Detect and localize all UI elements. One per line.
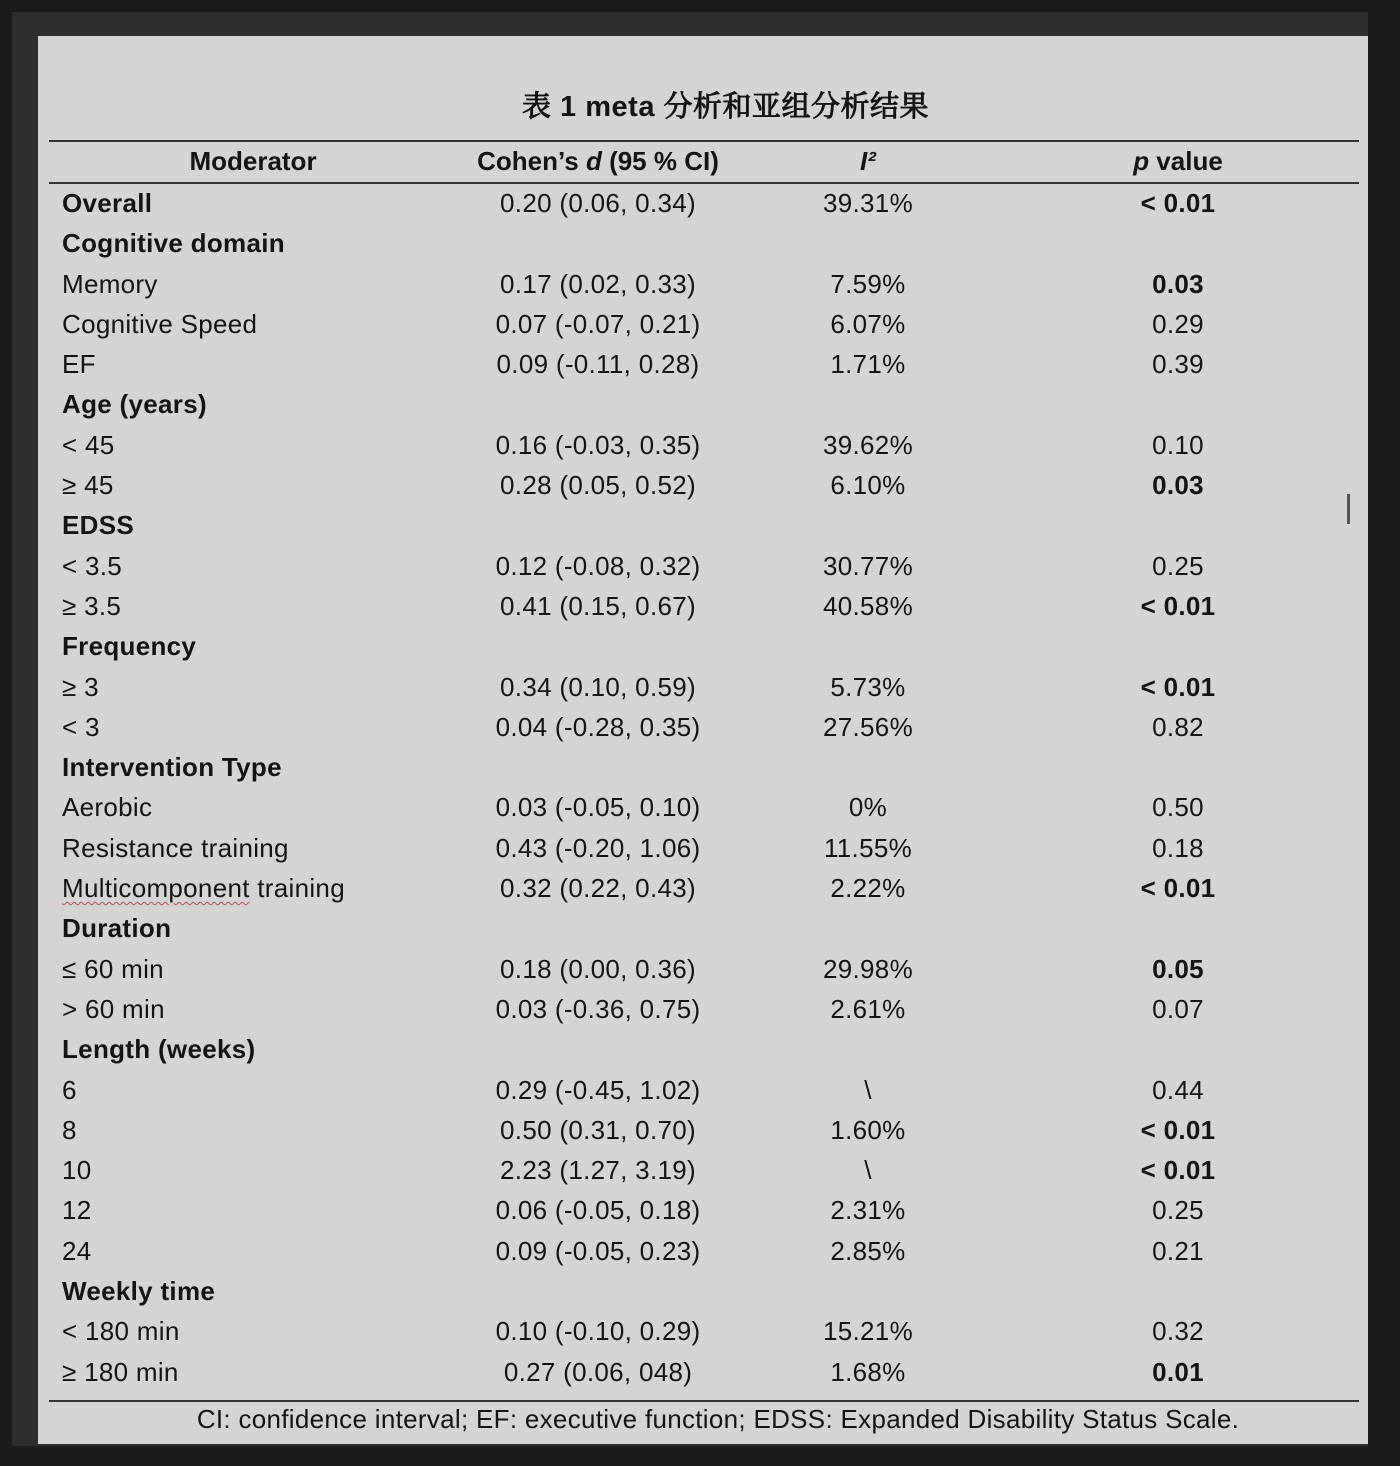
cohens-d-cell: 0.03 (-0.05, 0.10)	[495, 792, 701, 823]
moderator-label: ≥ 3.5	[62, 590, 122, 621]
p-value-cell: 0.21	[1152, 1235, 1204, 1266]
i2-cell: 15.21%	[823, 1316, 913, 1347]
i2-cell: 30.77%	[823, 550, 913, 581]
table-body	[38, 182, 1368, 1391]
i2-cell: 0%	[848, 792, 888, 823]
table-row	[38, 343, 1368, 383]
table-panel	[38, 36, 1368, 1444]
p-value-cell: 0.44	[1152, 1074, 1204, 1105]
p-value-cell: < 0.01	[1140, 671, 1216, 702]
header-p-value	[1098, 146, 1258, 177]
i2-cell: 1.68%	[830, 1356, 906, 1387]
group-label: Duration	[62, 913, 172, 944]
moderator-label: < 180 min	[62, 1316, 180, 1347]
p-value-cell: 0.82	[1152, 711, 1204, 742]
group-header-row	[38, 383, 1368, 423]
table-title: 表 1 meta 分析和亚组分析结果	[522, 91, 929, 123]
p-value-cell: 0.32	[1152, 1316, 1204, 1347]
moderator-label: 10	[62, 1155, 92, 1186]
moderator-label: Multicomponent training	[62, 873, 345, 904]
cohens-d-cell: 2.23 (1.27, 3.19)	[500, 1155, 696, 1186]
cohens-d-cell: 0.29 (-0.45, 1.02)	[495, 1074, 701, 1105]
cohens-d-cell: 0.34 (0.10, 0.59)	[500, 671, 696, 702]
p-value-cell: 0.18	[1152, 832, 1204, 863]
i2-cell: 11.55%	[823, 832, 913, 863]
header-cohens-d-symbol: d	[585, 146, 602, 176]
table-row	[38, 1149, 1368, 1189]
cohens-d-cell: 0.12 (-0.08, 0.32)	[495, 550, 701, 581]
header-cohens-d	[458, 146, 738, 177]
cohens-d-cell: 0.16 (-0.03, 0.35)	[495, 429, 701, 460]
moderator-label: 6	[62, 1074, 77, 1105]
group-header-row	[38, 182, 1368, 222]
group-header-row	[38, 504, 1368, 544]
p-value-cell: 0.29	[1152, 308, 1204, 339]
moderator-label: 12	[62, 1195, 92, 1226]
group-label: Frequency	[62, 631, 197, 662]
i2-cell: 2.85%	[830, 1235, 906, 1266]
header-i2-label: I²	[860, 146, 876, 176]
table-row	[38, 827, 1368, 867]
cohens-d-cell: 0.09 (-0.05, 0.23)	[495, 1235, 701, 1266]
cohens-d-cell: 0.20 (0.06, 0.34)	[500, 188, 696, 218]
table-row	[38, 303, 1368, 343]
group-label: Age (years)	[62, 389, 207, 420]
cohens-d-cell: 0.04 (-0.28, 0.35)	[495, 711, 701, 742]
i2-cell: 40.58%	[823, 590, 913, 621]
header-cohens-d-suffix: (95 % CI)	[601, 146, 719, 176]
table-footnote: CI: confidence interval; EF: executive function; EDSS: Expanded Disability Status Scale.	[196, 1404, 1240, 1434]
cohens-d-cell: 0.27 (0.06, 048)	[503, 1356, 693, 1387]
i2-cell: 1.71%	[830, 349, 906, 380]
i2-cell: 2.22%	[830, 873, 906, 904]
group-label: Cognitive domain	[62, 228, 285, 259]
table-header	[38, 140, 1368, 182]
table-row	[38, 948, 1368, 988]
cohens-d-cell: 0.07 (-0.07, 0.21)	[495, 308, 701, 339]
cohens-d-cell: 0.03 (-0.36, 0.75)	[495, 993, 701, 1024]
group-header-row	[38, 625, 1368, 665]
i2-cell: 27.56%	[823, 711, 913, 742]
p-value-cell: 0.07	[1152, 993, 1204, 1024]
group-header-row	[38, 222, 1368, 262]
p-value-cell: 0.03	[1152, 470, 1204, 501]
window-frame	[12, 12, 1368, 1446]
moderator-label: Resistance training	[62, 832, 289, 863]
cohens-d-cell: 0.50 (0.31, 0.70)	[500, 1114, 696, 1145]
p-value-cell: < 0.01	[1140, 188, 1216, 218]
p-value-cell: 0.01	[1152, 1356, 1204, 1387]
table-row	[38, 706, 1368, 746]
p-value-cell: < 0.01	[1140, 873, 1216, 904]
group-label: EDSS	[62, 510, 135, 541]
header-p-symbol: p	[1133, 146, 1150, 176]
i2-cell: 39.62%	[823, 429, 913, 460]
cohens-d-cell: 0.32 (0.22, 0.43)	[500, 873, 696, 904]
group-header-row	[38, 746, 1368, 786]
table-row	[38, 1230, 1368, 1270]
table-row	[38, 263, 1368, 303]
group-label: Weekly time	[62, 1276, 216, 1307]
i2-cell: 29.98%	[823, 953, 913, 984]
header-p-suffix: value	[1149, 146, 1223, 176]
i2-cell: \	[864, 1074, 872, 1105]
moderator-label: EF	[62, 349, 96, 380]
table-row	[38, 464, 1368, 504]
moderator-label: 8	[62, 1114, 77, 1145]
group-header-row	[38, 1028, 1368, 1068]
p-value-cell: 0.39	[1152, 349, 1204, 380]
p-value-cell: < 0.01	[1140, 590, 1216, 621]
i2-cell: 7.59%	[830, 268, 906, 299]
group-label: Intervention Type	[62, 752, 282, 783]
moderator-label: ≥ 180 min	[62, 1356, 179, 1387]
i2-cell: 5.73%	[830, 671, 906, 702]
table-row	[38, 786, 1368, 826]
p-value-cell: < 0.01	[1140, 1114, 1216, 1145]
p-value-cell: 0.03	[1152, 268, 1204, 299]
header-cohens-d-prefix: Cohen’s	[477, 146, 586, 176]
table-row	[38, 666, 1368, 706]
group-header-row	[38, 1270, 1368, 1310]
moderator-label: Aerobic	[62, 792, 153, 823]
table-row	[38, 1351, 1368, 1391]
cohens-d-cell: 0.18 (0.00, 0.36)	[500, 953, 696, 984]
moderator-label: ≤ 60 min	[62, 953, 164, 984]
group-header-row	[38, 907, 1368, 947]
header-moderator: Moderator	[189, 146, 317, 176]
bottom-rule	[49, 1400, 1359, 1402]
p-value-cell: 0.25	[1152, 550, 1204, 581]
p-value-cell: 0.05	[1152, 953, 1204, 984]
i2-cell: 2.31%	[830, 1195, 906, 1226]
moderator-label: Memory	[62, 268, 158, 299]
p-value-cell: 0.50	[1152, 792, 1204, 823]
table-row	[38, 867, 1368, 907]
header-i2	[828, 146, 908, 177]
i2-cell: 39.31%	[823, 188, 913, 218]
moderator-label: < 3.5	[62, 550, 123, 581]
table-row	[38, 545, 1368, 585]
scrollbar-thumb[interactable]	[1347, 494, 1350, 524]
cohens-d-cell: 0.28 (0.05, 0.52)	[500, 470, 696, 501]
moderator-label: Cognitive Speed	[62, 308, 258, 339]
table-row	[38, 1069, 1368, 1109]
table-row	[38, 1109, 1368, 1149]
i2-cell: 1.60%	[830, 1114, 906, 1145]
moderator-label: ≥ 3	[62, 671, 99, 702]
i2-cell: \	[864, 1155, 872, 1186]
cohens-d-cell: 0.43 (-0.20, 1.06)	[495, 832, 701, 863]
p-value-cell: 0.25	[1152, 1195, 1204, 1226]
moderator-label: 24	[62, 1235, 92, 1266]
spellcheck-word: Multicomponent	[62, 873, 250, 904]
cohens-d-cell: 0.06 (-0.05, 0.18)	[495, 1195, 701, 1226]
cohens-d-cell: 0.10 (-0.10, 0.29)	[495, 1316, 701, 1347]
group-label: Length (weeks)	[62, 1034, 256, 1065]
table-row	[38, 988, 1368, 1028]
i2-cell: 2.61%	[830, 993, 906, 1024]
cohens-d-cell: 0.17 (0.02, 0.33)	[500, 268, 696, 299]
table-row	[38, 585, 1368, 625]
group-label: Overall	[62, 188, 153, 218]
moderator-label: > 60 min	[62, 993, 165, 1024]
moderator-label: ≥ 45	[62, 470, 114, 501]
moderator-label: < 3	[62, 711, 100, 742]
table-row	[38, 1310, 1368, 1350]
cohens-d-cell: 0.41 (0.15, 0.67)	[500, 590, 696, 621]
p-value-cell: 0.10	[1152, 429, 1204, 460]
p-value-cell: < 0.01	[1140, 1155, 1216, 1186]
i2-cell: 6.10%	[830, 470, 906, 501]
table-row	[38, 1189, 1368, 1229]
i2-cell: 6.07%	[830, 308, 906, 339]
moderator-label: < 45	[62, 429, 115, 460]
table-row	[38, 424, 1368, 464]
cohens-d-cell: 0.09 (-0.11, 0.28)	[496, 349, 700, 380]
